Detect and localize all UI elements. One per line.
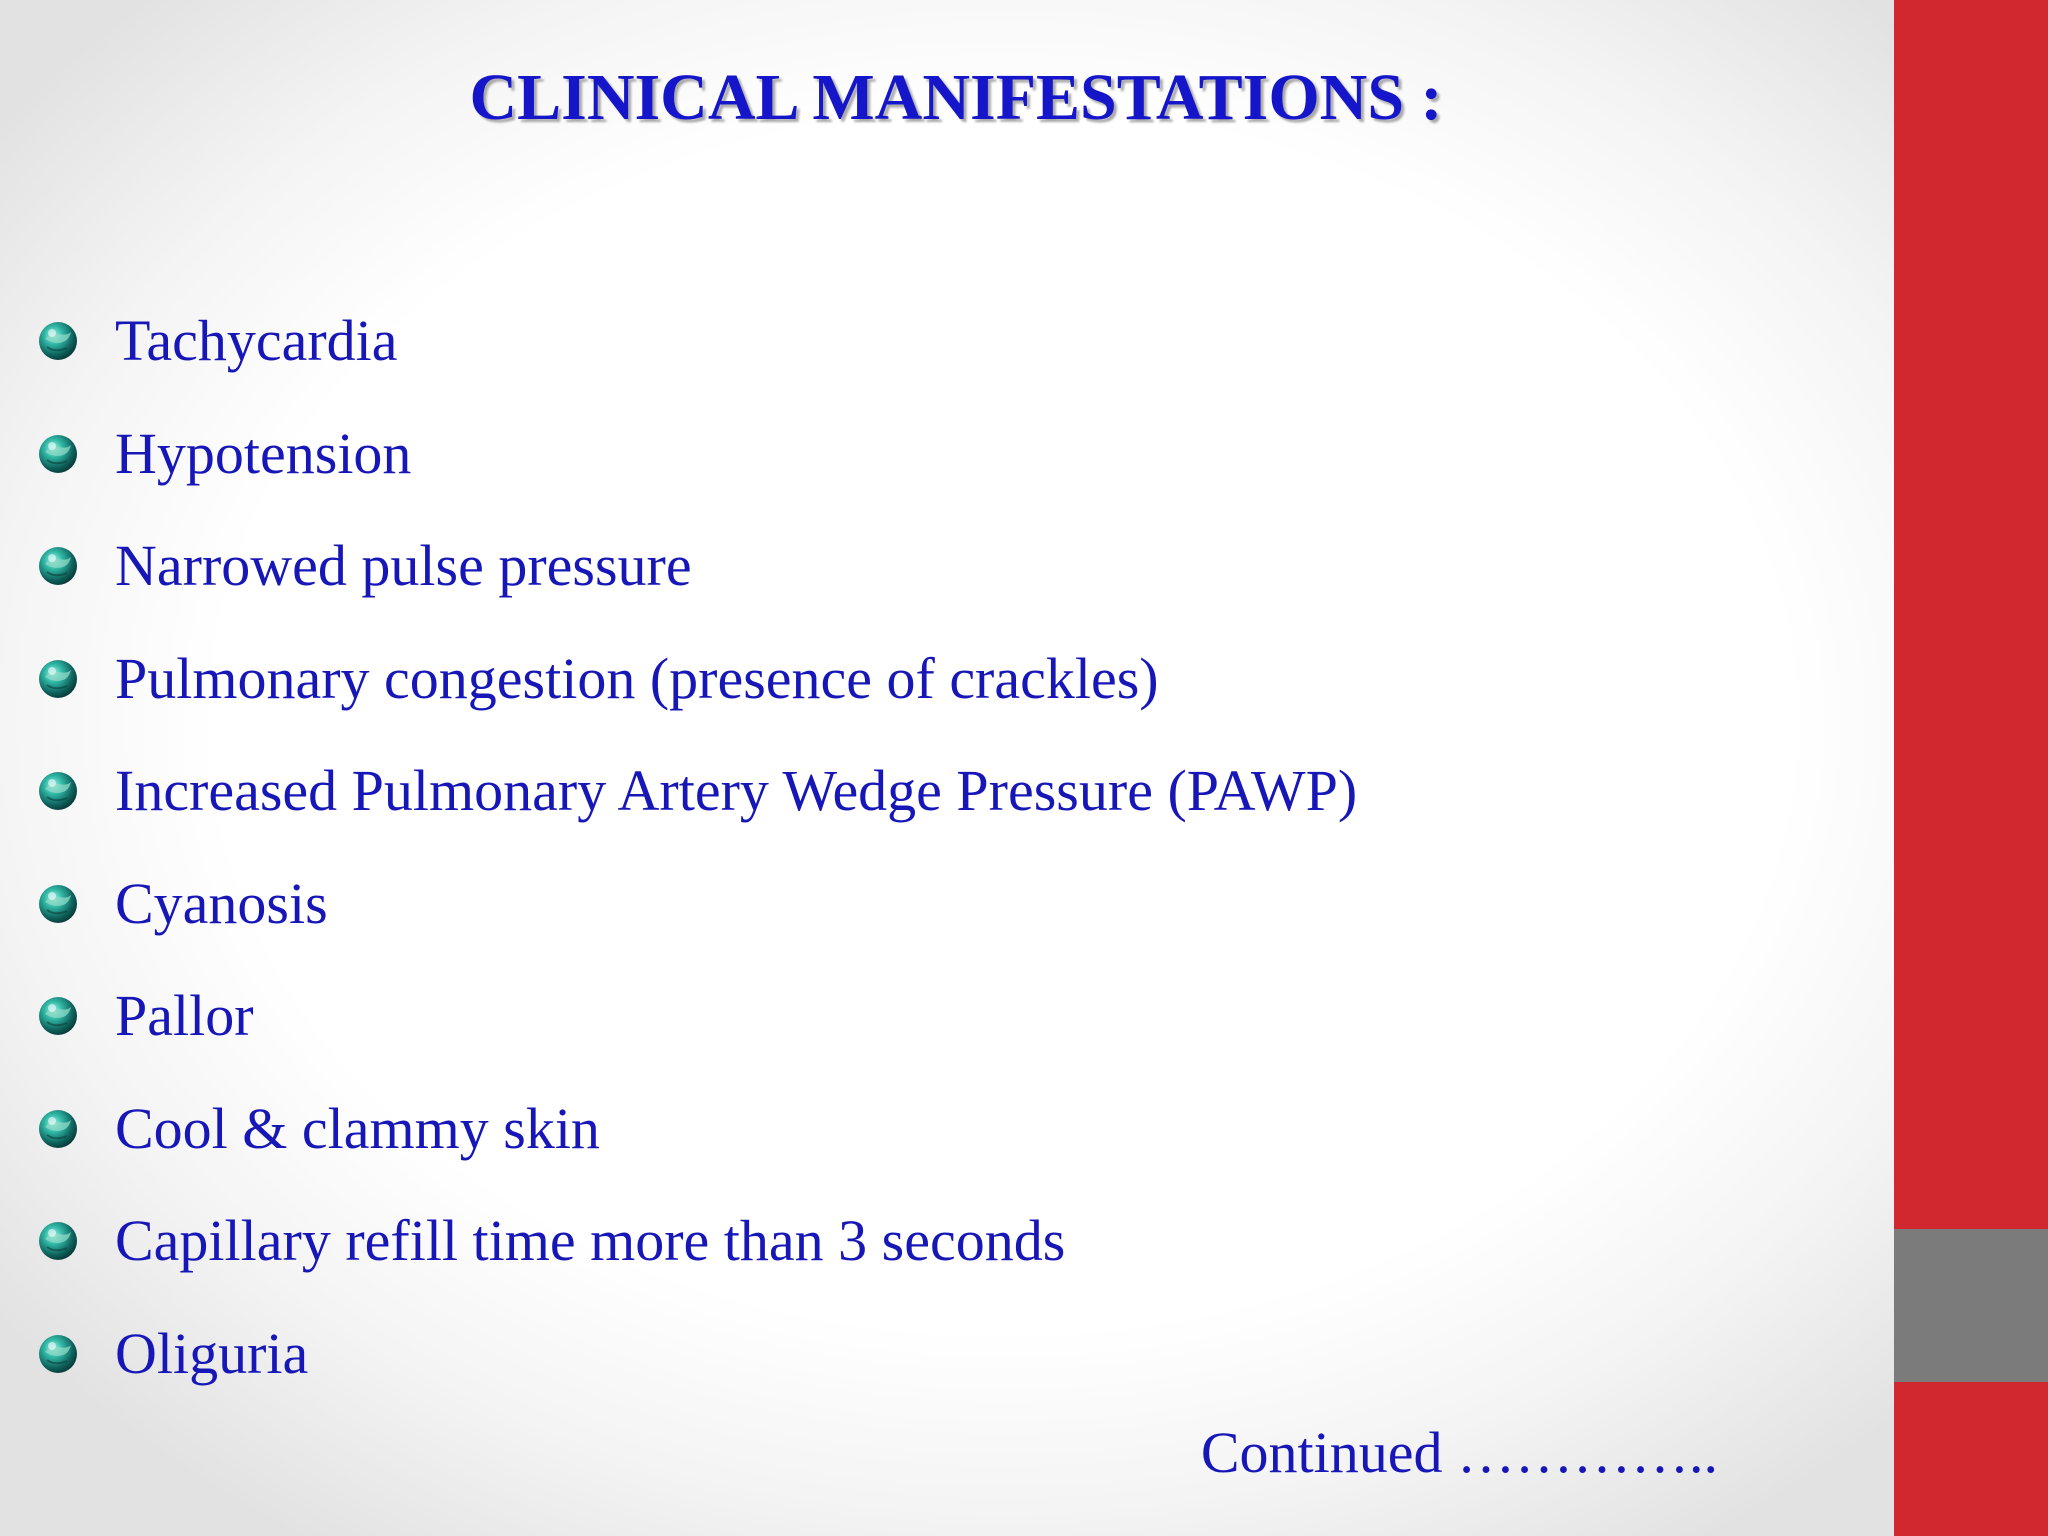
bullet-text: Narrowed pulse pressure — [115, 533, 692, 599]
sphere-bullet-icon — [37, 770, 79, 812]
bullet-text: Increased Pulmonary Artery Wedge Pressure (PAWP) — [115, 758, 1358, 824]
sphere-bullet-icon — [37, 545, 79, 587]
accent-side-bar-gray-block — [1894, 1229, 2048, 1382]
sphere-bullet-icon — [37, 1333, 79, 1375]
sphere-bullet-icon — [37, 995, 79, 1037]
bullet-text: Oliguria — [115, 1320, 309, 1386]
slide-title: CLINICAL MANIFESTATIONS : — [469, 61, 1443, 134]
sphere-bullet-icon — [37, 883, 79, 925]
sphere-bullet-icon — [37, 1220, 79, 1262]
bullet-text: Hypotension — [115, 420, 412, 486]
bullet-text: Pulmonary congestion (presence of crackles) — [115, 645, 1159, 711]
bullet-text: Tachycardia — [115, 308, 398, 374]
sphere-bullet-icon — [37, 658, 79, 700]
sphere-bullet-icon — [37, 320, 79, 362]
bullet-text: Cool & clammy skin — [115, 1095, 600, 1161]
continued-note: Continued ………….. — [1200, 1420, 1718, 1485]
sphere-bullet-icon — [37, 433, 79, 475]
sphere-bullet-icon — [37, 1108, 79, 1150]
accent-side-bar — [1894, 0, 2048, 1536]
bullet-text: Pallor — [115, 983, 254, 1049]
bullet-text: Cyanosis — [115, 870, 328, 936]
bullet-text: Capillary refill time more than 3 seconds — [115, 1208, 1066, 1274]
